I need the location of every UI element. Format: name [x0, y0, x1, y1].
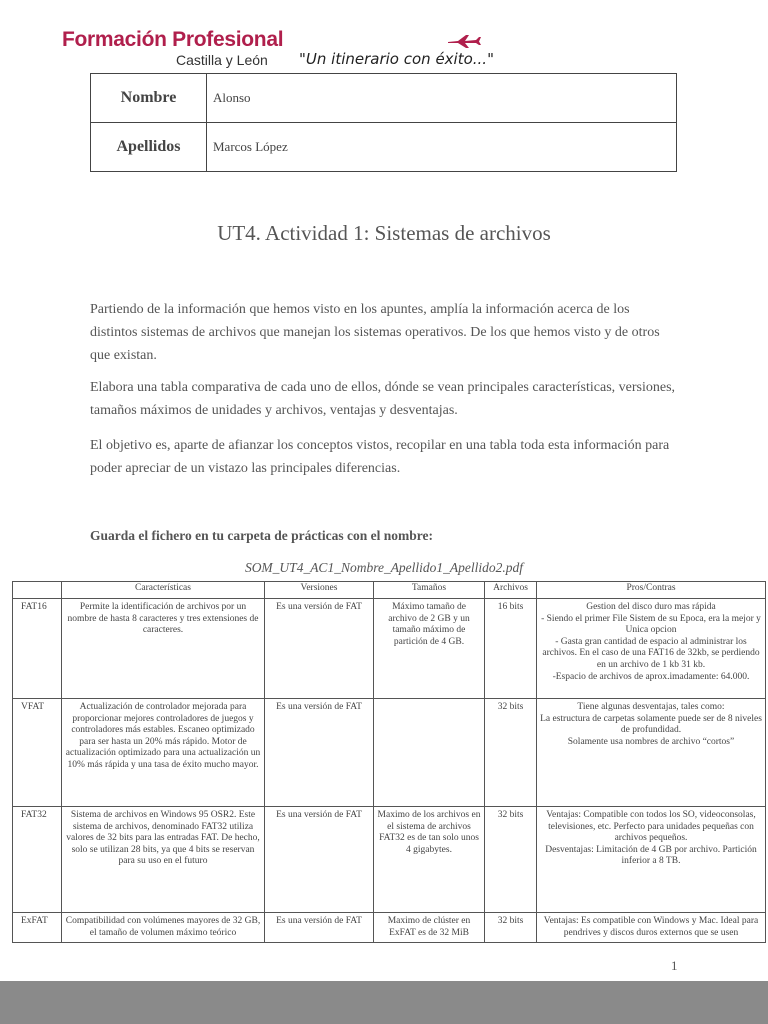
instruction-paragraph-2: Elabora una tabla comparativa de cada uno de ellos, dónde se vean principales características, versiones, tamaños máximos de unidades y archivos, ventajas y desventajas.: [90, 380, 676, 418]
versions-cell: Es una versión de FAT: [265, 599, 374, 699]
sizes-cell: Máximo tamaño de archivo de 2 GB y un tamaño máximo de partición de 4 GB.: [374, 599, 485, 699]
files-cell: 32 bits: [485, 699, 537, 807]
table-header: Versiones: [265, 582, 374, 599]
features-cell: Actualización de controlador mejorada para proporcionar mejores controladores de juegos y controladores más estables. Escaneo optimizado para ser hasta un 20% más rápido. Motor de actualización optimizado para una actualización un 10% más rápida y una tasa de éxito mucho mayor.: [62, 699, 265, 807]
surname-value: Marcos López: [207, 123, 677, 172]
pros-cons-cell: Ventajas: Compatible con todos los SO, videoconsolas, televisiones, etc. Perfecto para unidades pequeñas con archivos pequeños. Desventajas: Limitación de 4 GB por archivo. Partición inferior a 8 TB.: [537, 807, 766, 913]
page-number: 1: [671, 958, 678, 973]
name-row: [91, 74, 677, 123]
filesystem-name: VFAT: [13, 699, 62, 807]
features-cell: Permite la identificación de archivos por un nombre de hasta 8 caracteres y tres extensiones de caracteres.: [62, 599, 265, 699]
versions-cell: Es una versión de FAT: [265, 807, 374, 913]
table-header: Archivos: [485, 582, 537, 599]
files-cell: 32 bits: [485, 913, 537, 943]
filesystem-name: FAT16: [13, 599, 62, 699]
table-row: [13, 913, 766, 943]
table-header: Tamaños: [374, 582, 485, 599]
filesystem-comparison-table: [12, 581, 766, 943]
table-header-row: [13, 582, 766, 599]
student-identity-table: [90, 73, 677, 172]
surname-row: [91, 123, 677, 172]
filesystem-name: FAT32: [13, 807, 62, 913]
versions-cell: Es una versión de FAT: [265, 913, 374, 943]
filesystem-name: ExFAT: [13, 913, 62, 943]
table-header: Características: [62, 582, 265, 599]
pros-cons-cell: Tiene algunas desventajas, tales como: La estructura de carpetas solamente puede ser de 8 niveles de profundidad. Solamente usa nombres de archivo “cortos”: [537, 699, 766, 807]
sizes-cell: [374, 699, 485, 807]
save-instruction: Guarda el fichero en tu carpeta de prácticas con el nombre:: [90, 528, 433, 543]
table-row: [13, 807, 766, 913]
document-title: UT4. Actividad 1: Sistemas de archivos: [217, 221, 551, 245]
files-cell: 32 bits: [485, 807, 537, 913]
table-header: Pros/Contras: [537, 582, 766, 599]
name-label: Nombre: [91, 74, 207, 123]
features-cell: Compatibilidad con volúmenes mayores de 32 GB, el tamaño de volumen máximo teórico: [62, 913, 265, 943]
versions-cell: Es una versión de FAT: [265, 699, 374, 807]
table-row: [13, 599, 766, 699]
airplane-icon: [446, 33, 482, 49]
table-row: [13, 699, 766, 807]
logo-title: Formación Profesional: [62, 28, 284, 51]
sizes-cell: Maximo de los archivos en el sistema de archivos FAT32 es de tan solo unos 4 gigabytes.: [374, 807, 485, 913]
pros-cons-cell: Ventajas: Es compatible con Windows y Mac. Ideal para pendrives y discos duros externos que se usen: [537, 913, 766, 943]
features-cell: Sistema de archivos en Windows 95 OSR2. Este sistema de archivos, denominado FAT32 utiliza valores de 32 bits para las entradas FAT. De hecho, solo se utilizan 28 bits, ya que 4 bits se reservan para su uso en el futuro: [62, 807, 265, 913]
viewer-bottom-bar: [0, 981, 768, 1024]
sizes-cell: Maximo de clúster en ExFAT es de 32 MiB: [374, 913, 485, 943]
table-header: [13, 582, 62, 599]
file-name: SOM_UT4_AC1_Nombre_Apellido1_Apellido2.pdf: [244, 560, 524, 575]
pros-cons-cell: Gestion del disco duro mas rápida - Siendo el primer File Sistem de su Epoca, era la mejor y Unica opcion - Gasta gran cantidad de espacio al administrar los archivos. En el caso de una FAT16 de 32kb, se perdiendo en un archivo de 1 kb 31 kb. -Espacio de archivos de aprox.imadamente: 64.000.: [537, 599, 766, 699]
instruction-paragraph-1: Partiendo de la información que hemos visto en los apuntes, amplía la información acerca de los distintos sistemas de archivos que manejan los sistemas operativos. De los que hemos visto y de otros que existan.: [90, 302, 660, 363]
instruction-paragraph-3: El objetivo es, aparte de afianzar los conceptos vistos, recopilar en una tabla toda esta información para poder apreciar de un vistazo las principales diferencias.: [90, 438, 670, 476]
logo-subtitle: Castilla y León: [176, 52, 268, 68]
files-cell: 16 bits: [485, 599, 537, 699]
formacion-profesional-logo: [62, 28, 284, 68]
surname-label: Apellidos: [91, 123, 207, 172]
slogan: "Un itinerario con éxito...": [299, 50, 494, 68]
name-value: Alonso: [207, 74, 677, 123]
